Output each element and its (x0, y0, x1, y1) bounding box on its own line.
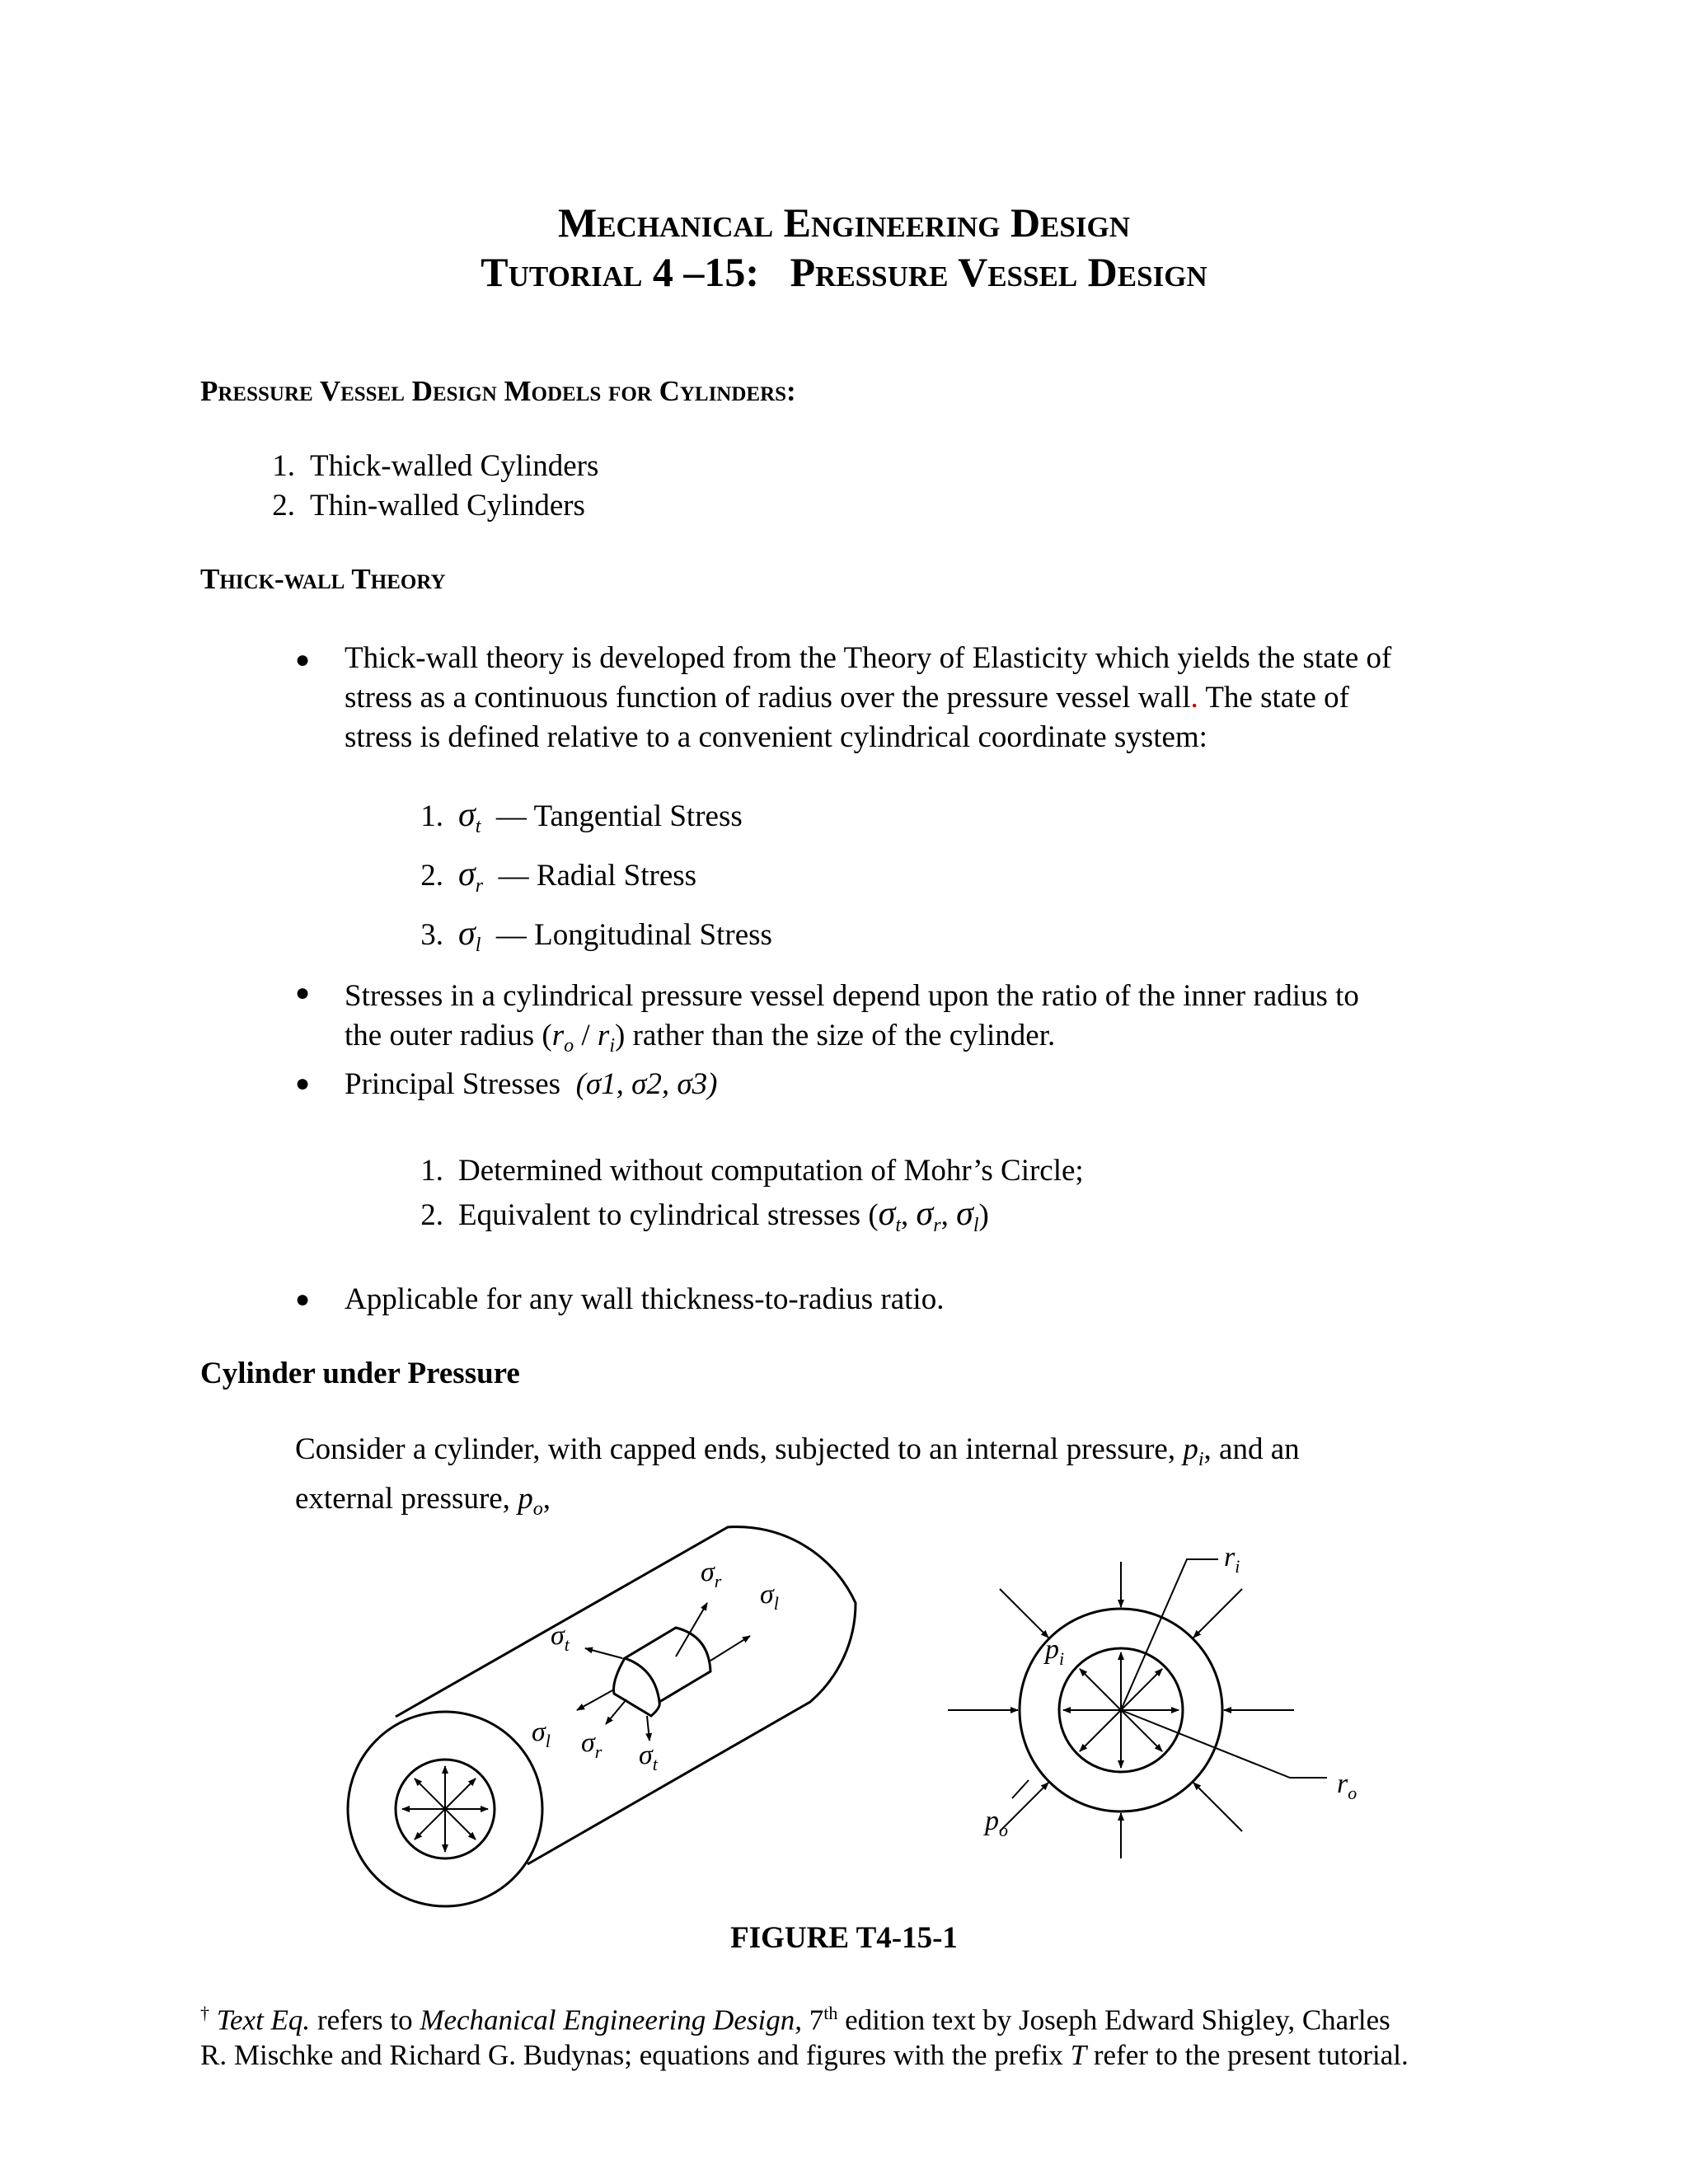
list-item: 1. $\sigma_t$ — Tangential Stress (420, 796, 743, 837)
models-list (246, 447, 598, 526)
bullet3-text: Principal Stresses (σ1, σ2, σ3) (345, 1067, 718, 1101)
stress-element (625, 1628, 710, 1702)
svg-text:pi: $p_i$ (1045, 1634, 1065, 1669)
svg-text:po: $p_o$ (985, 1806, 1008, 1840)
principal-list (394, 1150, 1084, 1247)
svg-text:ri: $r_i$ (1224, 1542, 1240, 1577)
tutorial-topic: Pressure Vessel Design (790, 249, 1207, 295)
bullet1-text: Thick-wall theory is developed from the Theory of Elasticity which yields the state of stress as a continuous function of radius over the pressure vessel wall. The state of stress is defined relative to a convenient cylindrical coordinate system: (345, 641, 1392, 754)
bullet-icon: ● (295, 646, 311, 673)
stress-list (394, 791, 772, 969)
svg-text:ro: $r_o$ (1337, 1769, 1357, 1803)
list-item: 1. Thick-walled Cylinders (272, 449, 599, 483)
bullet-icon: ● (295, 1286, 311, 1313)
list-item: 3. $\sigma_l$ — Longitudinal Stress (420, 915, 772, 956)
cylinder-paragraph: Consider a cylinder, with capped ends, subjected to an internal pressure, $p_i$, and an external pressure, $p_o$, (295, 1432, 1300, 1520)
svg-text:σr: $\sigma_r$ (701, 1557, 722, 1591)
pressure-vessel-figure (0, 1500, 1688, 1912)
figure-caption: FIGURE T4-15-1 (730, 1921, 958, 1955)
svg-text:σl: $\sigma_l$ (532, 1717, 551, 1751)
svg-text:σl: $\sigma_l$ (760, 1579, 779, 1614)
models-heading: Pressure Vessel Design Models for Cylinders: (200, 375, 796, 407)
bullet2-text: Stresses in a cylindrical pressure vessel depend upon the ratio of the inner radius to the outer radius $(r_o / r_i)$ rather than the size of the cylinder. (345, 979, 1359, 1057)
footnote: † Text Eq. refers to Mechanical Engineering Design, 7th edition text by Joseph Edward Shigley, Charles R. Mischke and Richard G. Budynas; equations and figures with the prefix T refer to the present tutorial. (200, 2003, 1409, 2071)
svg-text:σt: $\sigma_t$ (551, 1620, 570, 1655)
cylinder-drawing (348, 1527, 856, 1906)
cross-section-labels (983, 1542, 1357, 1840)
list-item: 1. Determined without computation of Mohr’s Circle; (420, 1154, 1084, 1188)
thick-wall-heading: Thick-wall Theory (200, 563, 446, 595)
principal-stress-expression: (σ1, σ2, σ3) (575, 1067, 718, 1101)
svg-text:σr: $\sigma_r$ (581, 1727, 603, 1762)
list-item: 2. $\sigma_r$ — Radial Stress (420, 855, 697, 897)
bullet-icon: ● (295, 979, 311, 1006)
cross-section-drawing (948, 1559, 1327, 1858)
list-item: 2. Thin-walled Cylinders (272, 489, 585, 523)
bullet-icon: ● (295, 1070, 311, 1097)
tutorial-number: Tutorial 4 –15: (481, 249, 760, 295)
bullet4-text: Applicable for any wall thickness-to-radius ratio. (345, 1282, 945, 1316)
cylinder-heading: Cylinder under Pressure (200, 1357, 520, 1390)
page-title: Mechanical Engineering Design (558, 199, 1130, 246)
page-subtitle (0, 247, 1688, 297)
svg-text:σt: $\sigma_t$ (639, 1740, 658, 1774)
list-item: 2. Equivalent to cylindrical stresses ($\sigma_t$, $\sigma_r$, $\sigma_l$) (420, 1195, 989, 1236)
